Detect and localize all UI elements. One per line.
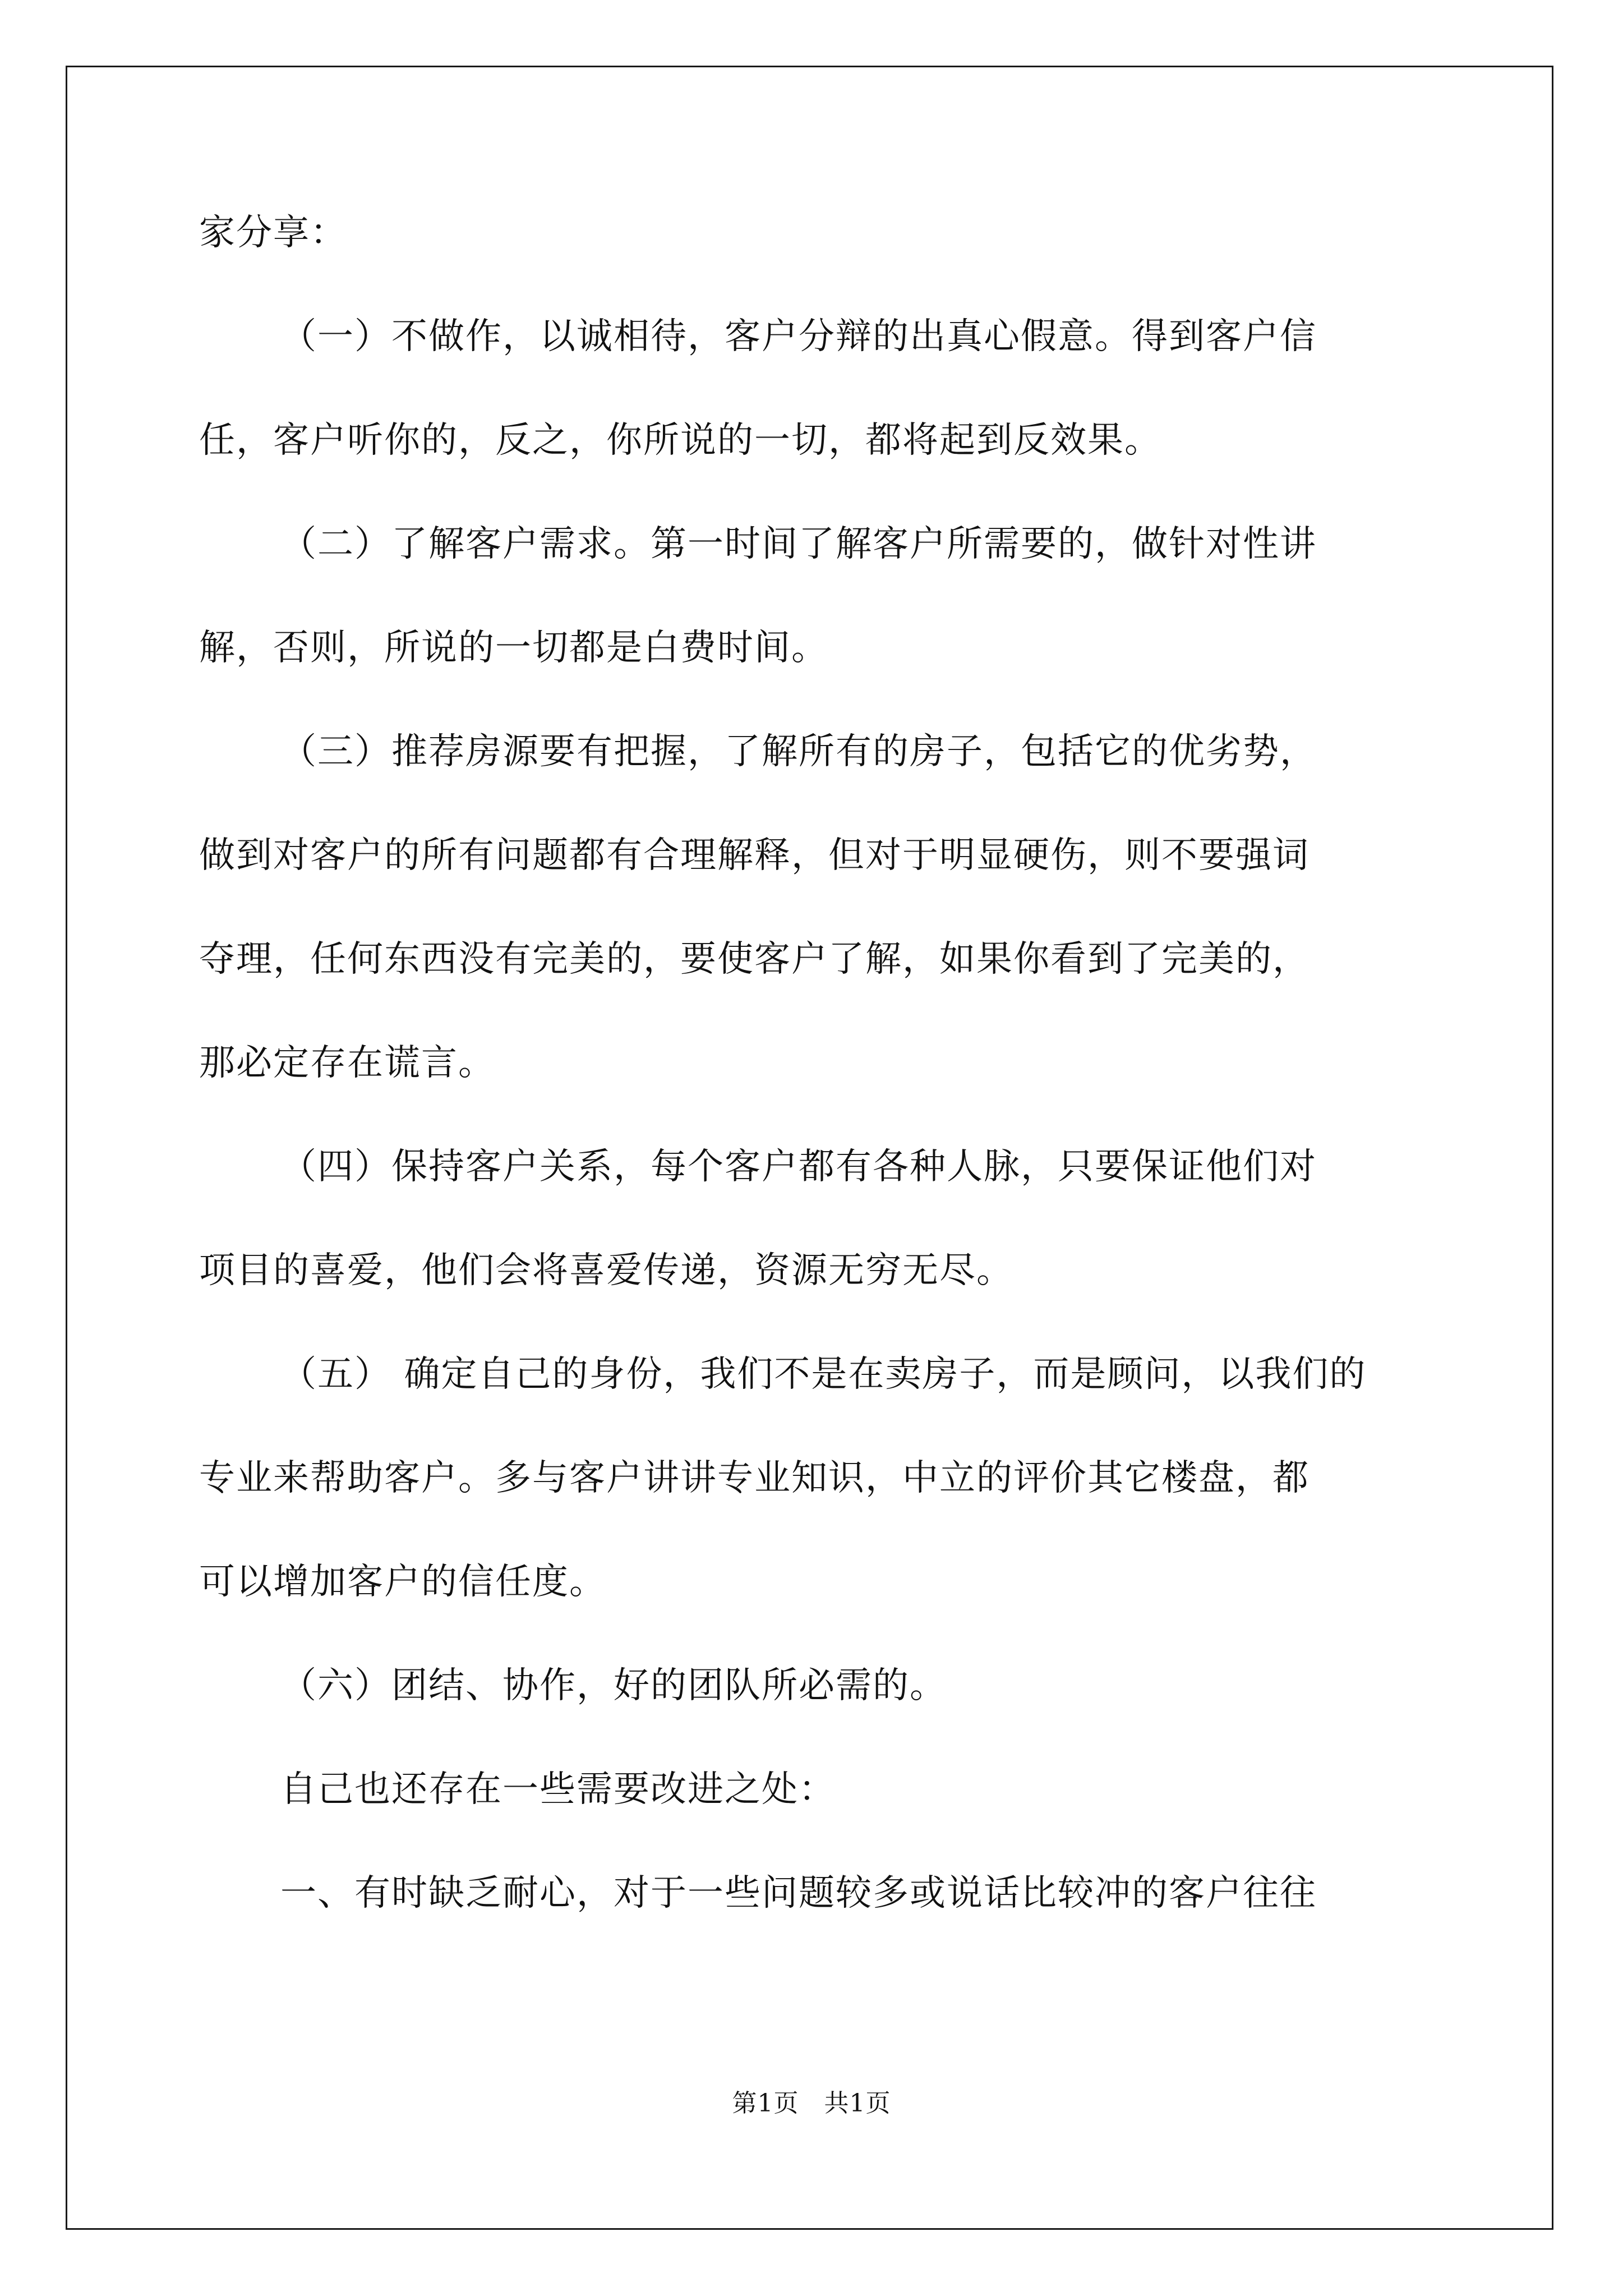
text-line: 家分享： bbox=[199, 212, 347, 254]
text-line: 做到对客户的所有问题都有合理解释，但对于明显硬伤，则不要强词 bbox=[199, 835, 1310, 876]
text-line: 自己也还存在一些需要改进之处： bbox=[280, 1769, 836, 1810]
text-line: 那必定存在谎言。 bbox=[199, 1042, 495, 1084]
text-line: 夺理，任何东西没有完美的，要使客户了解，如果你看到了完美的， bbox=[199, 938, 1310, 980]
text-line: （五） 确定自己的身份，我们不是在卖房子，而是顾问，以我们的 bbox=[280, 1354, 1367, 1395]
text-line: （三）推荐房源要有把握，了解所有的房子，包括它的优劣势， bbox=[280, 731, 1317, 772]
text-line: 一、有时缺乏耐心，对于一些问题较多或说话比较冲的客户往往 bbox=[280, 1872, 1317, 1914]
text-line: （二）了解客户需求。第一时间了解客户所需要的，做针对性讲 bbox=[280, 523, 1317, 565]
text-line: 项目的喜爱，他们会将喜爱传递，资源无穷无尽。 bbox=[199, 1250, 1013, 1291]
text-line: （一）不做作，以诚相待，客户分辩的出真心假意。得到客户信 bbox=[280, 316, 1317, 357]
text-line: （四）保持客户关系，每个客户都有各种人脉，只要保证他们对 bbox=[280, 1146, 1317, 1188]
text-line: 解，否则，所说的一切都是白费时间。 bbox=[199, 627, 828, 669]
text-line: 任，客户听你的，反之，你所说的一切，都将起到反效果。 bbox=[199, 420, 1161, 461]
text-line: 专业来帮助客户。多与客户讲讲专业知识，中立的评价其它楼盘，都 bbox=[199, 1457, 1310, 1499]
page-number: 第1页 共1页 bbox=[732, 2089, 891, 2118]
text-line: 可以增加客户的信任度。 bbox=[199, 1561, 606, 1603]
text-line: （六）团结、协作，好的团队所必需的。 bbox=[280, 1665, 947, 1706]
